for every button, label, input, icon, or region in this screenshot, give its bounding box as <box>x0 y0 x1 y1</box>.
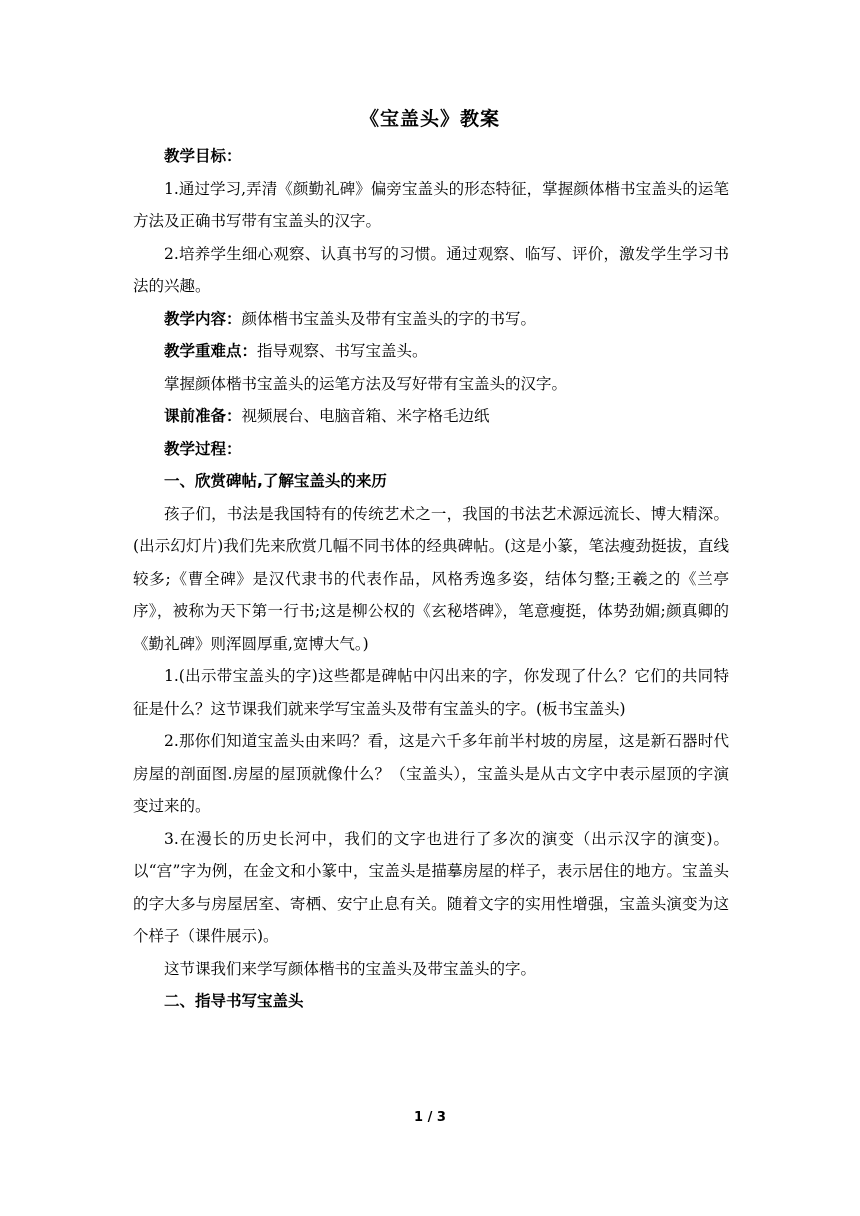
process-heading: 教学过程： <box>164 439 242 458</box>
objectives-heading: 教学目标： <box>164 147 242 165</box>
prep-text: 视频展台、电脑音箱、米字格毛边纸 <box>241 407 490 425</box>
prep-line <box>133 400 729 433</box>
objective-2: 2.培养学生细心观察、认真书写的习惯。通过观察、临写、评价，激发学生学习书法的兴趣。 <box>133 244 729 295</box>
difficulty-line <box>133 335 729 368</box>
document-body <box>133 140 729 1018</box>
content-label: 教学内容： <box>164 309 242 328</box>
difficulty-label: 教学重难点： <box>164 342 258 360</box>
prep-label: 课前准备： <box>164 407 242 425</box>
paragraph-4: 这节课我们来学写颜体楷书的宝盖头及带宝盖头的字。 <box>164 959 537 978</box>
difficulty-detail: 掌握颜体楷书宝盖头的运笔方法及写好带有宝盖头的汉字。 <box>164 374 568 393</box>
difficulty-text: 指导观察、书写宝盖头。 <box>257 342 428 360</box>
objective-1: 1.通过学习,弄清《颜勤礼碑》偏旁宝盖头的形态特征，掌握颜体楷书宝盖头的运笔方法及正确书写带有宝盖头的汉字。 <box>133 179 729 230</box>
page-title: 《宝盖头》教案 <box>359 108 500 130</box>
content-text: 颜体楷书宝盖头及带有宝盖头的字的书写。 <box>241 309 537 328</box>
section-1-heading: 一、欣赏碑帖,了解宝盖头的来历 <box>164 472 387 490</box>
paragraph-1: 1.(出示带宝盖头的字)这些都是碑帖中闪出来的字，你发现了什么？它们的共同特征是什么？这节课我们就来学写宝盖头及带有宝盖头的字。(板书宝盖头) <box>133 667 729 718</box>
paragraph-2: 2.那你们知道宝盖头由来吗？看，这是六千多年前半村坡的房屋，这是新石器时代房屋的剖面图.房屋的屋顶就像什么？（宝盖头），宝盖头是从古文字中表示屋顶的字演变过来的。 <box>133 732 729 815</box>
section-2-heading: 二、指导书写宝盖头 <box>164 992 304 1010</box>
paragraph-3: 3.在漫长的历史长河中，我们的文字也进行了多次的演变（出示汉字的演变)。以“宫”字为例，在金文和小篆中，宝盖头是描摹房屋的样子，表示居住的地方。宝盖头的字大多与房屋居室、寄栖、安宁止息有关。随着文字的实用性增强，宝盖头演变为这个样子（课件展示)。 <box>133 829 729 945</box>
paragraph-intro: 孩子们，书法是我国特有的传统艺术之一，我国的书法艺术源远流长、博大精深。(出示幻灯片)我们先来欣赏几幅不同书体的经典碑帖。(这是小篆，笔法瘦劲挺拔，直线较多;《曹全碑》是汉代隶书的代表作品，风格秀逸多姿，结体匀整;王羲之的《兰亭序》，被称为天下第一行书;这是柳公权的《玄秘塔碑》，笔意瘦挺，体势劲媚;颜真卿的《勤礼碑》则浑圆厚重,宽博大气。) <box>133 504 729 653</box>
content-line <box>133 303 729 336</box>
page-number: 1 / 3 <box>414 1110 446 1125</box>
